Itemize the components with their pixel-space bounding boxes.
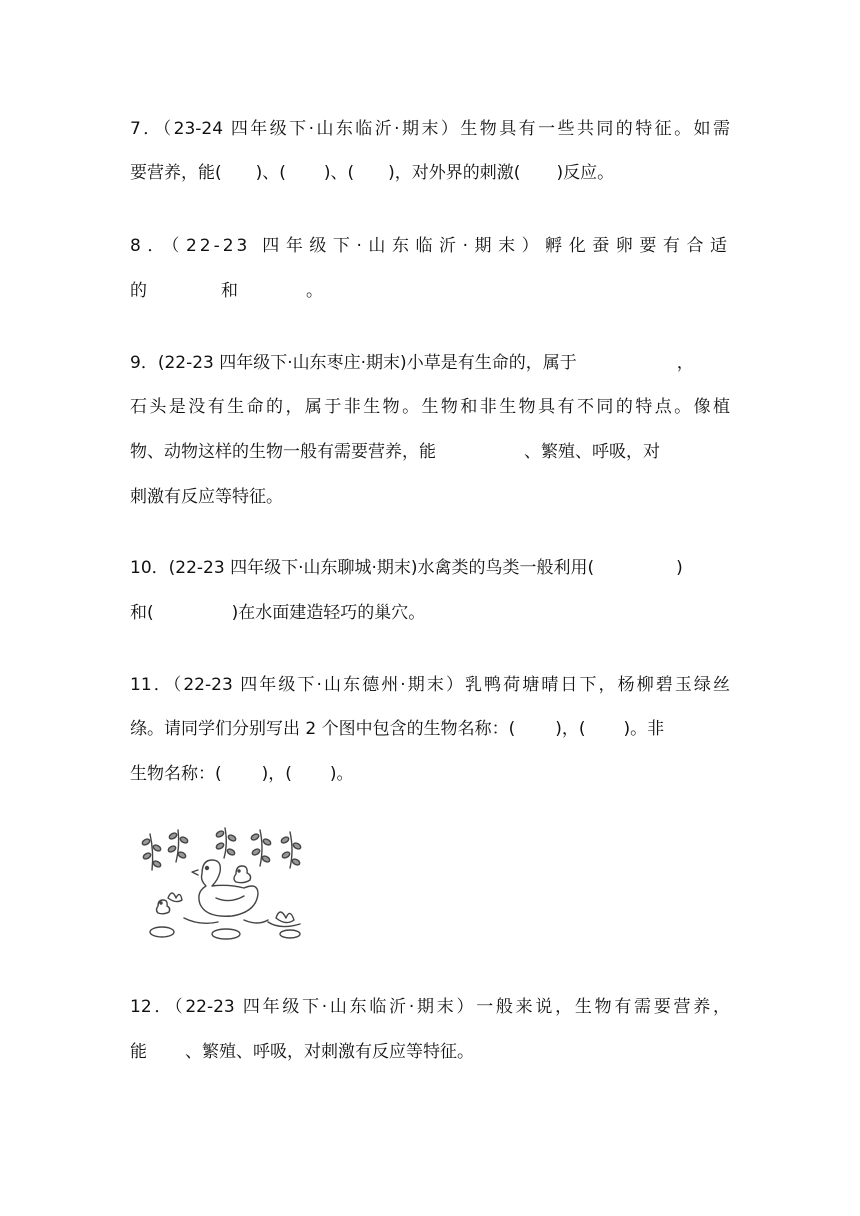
question-12-line-1: 12．（22-23 四年级下·山东临沂·期末）一般来说，生物有需要营养， <box>130 997 730 1017</box>
q10-text-c: 和( <box>130 603 154 623</box>
q9-text-a: 9．(22-23 四年级下·山东枣庄·期末)小草是有生命的，属于 <box>130 353 577 373</box>
question-9-line-1 <box>130 352 730 374</box>
question-12-line-2 <box>130 1041 730 1063</box>
question-11-line-3 <box>130 763 730 785</box>
q7-text-d: )，对外界的刺激( <box>388 163 521 183</box>
question-9-line-3 <box>130 441 730 463</box>
q9-text-b: ， <box>676 353 694 373</box>
q8-text-a: 的 <box>130 281 147 301</box>
q10-text-b: ) <box>676 558 683 578</box>
question-11-line-2 <box>130 718 730 740</box>
question-10-line-1 <box>130 557 730 579</box>
q7-text-a: 要营养，能( <box>130 163 222 183</box>
q12-text-b: 、繁殖、呼吸，对刺激有反应等特征。 <box>185 1042 474 1062</box>
q11-text-a: 绦。请同学们分别写出 2 个图中包含的生物名称：( <box>130 719 516 739</box>
q12-text-a: 能 <box>130 1042 147 1062</box>
question-10-line-2 <box>130 602 730 624</box>
q7-text-c: )、( <box>323 163 355 183</box>
q10-text-a: 10．(22-23 四年级下·山东聊城·期末)水禽类的鸟类一般利用( <box>130 558 595 578</box>
q10-text-d: )在水面建造轻巧的巢穴。 <box>231 603 426 623</box>
q11-text-f: )。 <box>329 764 354 784</box>
duck-pond-illustration <box>140 822 305 947</box>
duck-drawing <box>157 860 259 916</box>
q11-text-e: )，( <box>261 764 292 784</box>
question-8-line-1: 8．（22-23 四年级下·山东临沂·期末）孵化蚕卵要有合适 <box>130 236 730 256</box>
q11-text-b: )，( <box>555 719 586 739</box>
q11-text-c: )。非 <box>623 719 665 739</box>
q7-text-e: )反应。 <box>556 163 615 183</box>
q11-text-d: 生物名称：( <box>130 764 222 784</box>
q8-text-c: 。 <box>306 281 323 301</box>
q7-text-b: )、( <box>255 163 286 183</box>
question-9-line-4: 刺激有反应等特征。 <box>130 487 283 507</box>
question-9-line-2: 石头是没有生命的，属于非生物。生物和非生物具有不同的特点。像植 <box>130 397 730 417</box>
question-8-line-2 <box>130 280 730 302</box>
question-7-line-2 <box>130 162 730 184</box>
q9-text-c: 物、动物这样的生物一般有需要营养，能 <box>130 442 436 462</box>
q9-text-d: 、繁殖、呼吸，对 <box>524 442 660 462</box>
question-11-line-1: 11．（22-23 四年级下·山东德州·期末）乳鸭荷塘晴日下，杨柳碧玉绿丝 <box>130 675 730 695</box>
question-7-line-1: 7．（23-24 四年级下·山东临沂·期末）生物具有一些共同的特征。如需 <box>130 119 730 139</box>
q8-text-b: 和 <box>221 281 238 301</box>
willow-branches <box>141 828 301 870</box>
